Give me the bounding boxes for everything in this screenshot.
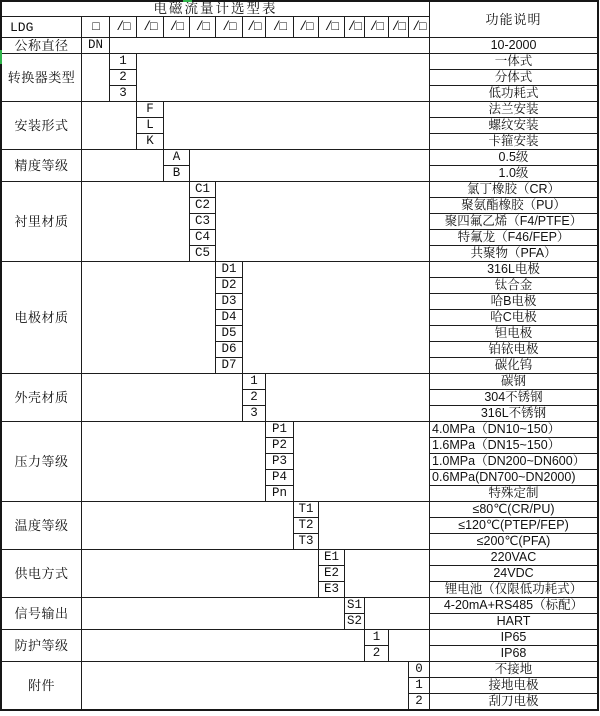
option-code-cell: B bbox=[163, 165, 189, 181]
spacer-cell bbox=[189, 149, 429, 181]
option-desc-cell: 钛合金 bbox=[429, 277, 597, 293]
option-code-cell: T3 bbox=[293, 533, 318, 549]
option-desc-cell: 1.6MPa（DN15~150） bbox=[429, 437, 597, 453]
option-code-cell: P1 bbox=[265, 421, 293, 437]
category-label: 公称直径 bbox=[2, 37, 81, 53]
option-desc-cell: 聚四氟乙烯（F4/PTFE） bbox=[429, 213, 597, 229]
spacer-cell bbox=[81, 181, 189, 261]
model-code-slot: /□ bbox=[265, 16, 293, 37]
option-desc-cell: 316L电极 bbox=[429, 261, 597, 277]
table-title: 电磁流量计选型表 bbox=[153, 2, 278, 16]
option-desc-cell: 哈B电极 bbox=[429, 293, 597, 309]
option-desc-cell: 共聚物（PFA） bbox=[429, 245, 597, 261]
model-code-slot: /□ bbox=[293, 16, 318, 37]
category-label: 防护等级 bbox=[2, 629, 81, 661]
option-desc-cell: IP65 bbox=[429, 629, 597, 645]
option-desc-cell: 不接地 bbox=[429, 661, 597, 677]
category-label: 电极材质 bbox=[2, 261, 81, 373]
option-code-cell: C4 bbox=[189, 229, 215, 245]
option-desc-cell: 钽电极 bbox=[429, 325, 597, 341]
option-desc-cell: 刮刀电极 bbox=[429, 693, 597, 709]
spacer-cell bbox=[242, 261, 429, 373]
option-code-cell: P4 bbox=[265, 469, 293, 485]
option-desc-cell: 碳钢 bbox=[429, 373, 597, 389]
option-desc-cell: 24VDC bbox=[429, 565, 597, 581]
option-code-cell: E3 bbox=[318, 581, 344, 597]
category-label: 温度等级 bbox=[2, 501, 81, 549]
spacer-cell bbox=[81, 101, 136, 149]
option-code-cell: D5 bbox=[215, 325, 242, 341]
option-desc-cell: 220VAC bbox=[429, 549, 597, 565]
category-label: 附件 bbox=[2, 661, 81, 709]
option-code-cell: L bbox=[136, 117, 163, 133]
option-desc-cell: 4-20mA+RS485（标配） bbox=[429, 597, 597, 613]
spacer-cell bbox=[388, 629, 429, 661]
spacer-cell bbox=[81, 373, 242, 421]
spacer-cell bbox=[364, 597, 429, 629]
option-code-cell: C3 bbox=[189, 213, 215, 229]
model-code-slot: /□ bbox=[388, 16, 408, 37]
option-desc-cell: HART bbox=[429, 613, 597, 629]
option-code-cell: E1 bbox=[318, 549, 344, 565]
spacer-cell bbox=[81, 501, 293, 549]
option-desc-cell: ≤200℃(PFA) bbox=[429, 533, 597, 549]
option-code-cell: 3 bbox=[242, 405, 265, 421]
option-desc-cell: 卡箍安装 bbox=[429, 133, 597, 149]
option-desc-cell: 1.0级 bbox=[429, 165, 597, 181]
option-code-cell: C5 bbox=[189, 245, 215, 261]
category-label: 安装形式 bbox=[2, 101, 81, 149]
option-desc-cell: 分体式 bbox=[429, 69, 597, 85]
model-code-slot: /□ bbox=[318, 16, 344, 37]
option-desc-cell: 聚氨酯橡胶（PU） bbox=[429, 197, 597, 213]
spacer-cell bbox=[81, 421, 265, 501]
option-code-cell: 2 bbox=[408, 693, 429, 709]
option-code-cell: D3 bbox=[215, 293, 242, 309]
spacer-cell bbox=[293, 421, 429, 501]
option-code-cell: Pn bbox=[265, 485, 293, 501]
option-code-cell: P3 bbox=[265, 453, 293, 469]
option-code-cell: 1 bbox=[408, 677, 429, 693]
option-code-cell: E2 bbox=[318, 565, 344, 581]
option-code-cell: P2 bbox=[265, 437, 293, 453]
option-desc-cell: 接地电极 bbox=[429, 677, 597, 693]
option-code-cell: 0 bbox=[408, 661, 429, 677]
option-desc-cell: 氯丁橡胶（CR） bbox=[429, 181, 597, 197]
option-desc-cell: 法兰安装 bbox=[429, 101, 597, 117]
option-code-cell: D4 bbox=[215, 309, 242, 325]
model-prefix-cell: LDG bbox=[2, 16, 81, 37]
option-code-cell: C1 bbox=[189, 181, 215, 197]
option-desc-cell: 0.5级 bbox=[429, 149, 597, 165]
model-code-slot: /□ bbox=[136, 16, 163, 37]
spacer-cell bbox=[81, 549, 318, 597]
option-code-cell: D2 bbox=[215, 277, 242, 293]
model-code-slot: /□ bbox=[109, 16, 136, 37]
option-desc-cell: 10-2000 bbox=[429, 37, 597, 53]
spacer-cell bbox=[81, 661, 408, 709]
option-desc-cell: 316L不锈钢 bbox=[429, 405, 597, 421]
option-desc-cell: 304不锈钢 bbox=[429, 389, 597, 405]
option-code-cell: S2 bbox=[344, 613, 364, 629]
option-desc-cell: 锂电池（仅限低功耗式） bbox=[429, 581, 597, 597]
category-label: 供电方式 bbox=[2, 549, 81, 597]
option-code-cell: T1 bbox=[293, 501, 318, 517]
option-code-cell: 2 bbox=[242, 389, 265, 405]
option-desc-cell: ≤80℃(CR/PU) bbox=[429, 501, 597, 517]
option-desc-cell: ≤120℃(PTEP/FEP) bbox=[429, 517, 597, 533]
model-code-slot: /□ bbox=[408, 16, 429, 37]
option-code-cell: A bbox=[163, 149, 189, 165]
option-desc-cell: 一体式 bbox=[429, 53, 597, 69]
option-code-cell: D6 bbox=[215, 341, 242, 357]
option-code-cell: C2 bbox=[189, 197, 215, 213]
option-code-cell: 1 bbox=[242, 373, 265, 389]
spacer-cell bbox=[265, 373, 429, 421]
spacer-cell bbox=[136, 53, 429, 101]
spacer-cell bbox=[81, 597, 344, 629]
model-code-slot: /□ bbox=[242, 16, 265, 37]
option-desc-cell: 0.6MPa(DN700~DN2000) bbox=[429, 469, 597, 485]
spacer-cell bbox=[215, 181, 429, 261]
option-desc-cell: 碳化钨 bbox=[429, 357, 597, 373]
option-desc-cell: 特氟龙（F46/FEP） bbox=[429, 229, 597, 245]
option-desc-cell: 1.0MPa（DN200~DN600） bbox=[429, 453, 597, 469]
spacer-cell bbox=[163, 101, 429, 149]
model-code-slot: /□ bbox=[215, 16, 242, 37]
function-column-header: 功能说明 bbox=[429, 2, 597, 37]
option-desc-cell: 低功耗式 bbox=[429, 85, 597, 101]
option-desc-cell: 特殊定制 bbox=[429, 485, 597, 501]
spacer-cell bbox=[81, 53, 109, 101]
option-code-cell: 2 bbox=[109, 69, 136, 85]
option-desc-cell: IP68 bbox=[429, 645, 597, 661]
option-desc-cell: 铂铱电极 bbox=[429, 341, 597, 357]
spacer-cell bbox=[344, 549, 429, 597]
model-code-slot: /□ bbox=[364, 16, 388, 37]
option-desc-cell: 螺纹安装 bbox=[429, 117, 597, 133]
spacer-cell bbox=[109, 37, 429, 53]
option-code-cell: D7 bbox=[215, 357, 242, 373]
category-label: 压力等级 bbox=[2, 421, 81, 501]
spacer-cell bbox=[318, 501, 429, 549]
model-code-box: □ bbox=[81, 16, 109, 37]
category-label: 信号输出 bbox=[2, 597, 81, 629]
option-code-cell: S1 bbox=[344, 597, 364, 613]
spacer-cell bbox=[81, 149, 163, 181]
model-code-slot: /□ bbox=[189, 16, 215, 37]
option-code-cell: 3 bbox=[109, 85, 136, 101]
option-code-cell: T2 bbox=[293, 517, 318, 533]
category-label: 外壳材质 bbox=[2, 373, 81, 421]
spacer-cell bbox=[81, 629, 364, 661]
option-code-cell: 1 bbox=[109, 53, 136, 69]
category-label: 衬里材质 bbox=[2, 181, 81, 261]
option-desc-cell: 4.0MPa（DN10~150） bbox=[429, 421, 597, 437]
option-code-cell: DN bbox=[81, 37, 109, 53]
option-code-cell: F bbox=[136, 101, 163, 117]
option-code-cell: 1 bbox=[364, 629, 388, 645]
option-desc-cell: 哈C电极 bbox=[429, 309, 597, 325]
model-code-slot: /□ bbox=[344, 16, 364, 37]
option-code-cell: K bbox=[136, 133, 163, 149]
option-code-cell: 2 bbox=[364, 645, 388, 661]
category-label: 转换器类型 bbox=[2, 53, 81, 101]
category-label: 精度等级 bbox=[2, 149, 81, 181]
option-code-cell: D1 bbox=[215, 261, 242, 277]
model-code-slot: /□ bbox=[163, 16, 189, 37]
spacer-cell bbox=[81, 261, 215, 373]
